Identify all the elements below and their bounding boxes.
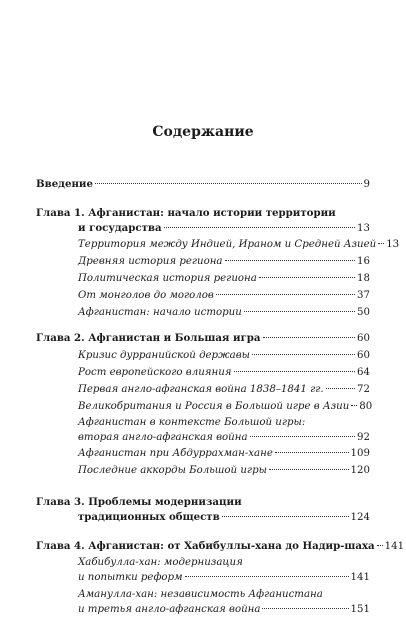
toc-entry-label-line2: вторая англо-афганская война	[78, 432, 248, 443]
toc-subentry[interactable]	[36, 364, 370, 381]
toc-page-number: 72	[357, 384, 370, 395]
toc-subentry[interactable]	[36, 398, 373, 415]
toc-chapter-1[interactable]	[36, 206, 370, 236]
toc-entry-label-line2: и попытки реформ	[78, 572, 183, 583]
toc-entry-label-line2: и третья англо-афганская война	[78, 604, 261, 615]
toc-entry-label: Территория между Индией, Ираном и Средней Азией	[78, 239, 377, 250]
toc-subentry[interactable]	[36, 287, 370, 304]
toc-entry-label: Политическая история региона	[78, 273, 257, 284]
toc-entry-label: Рост европейского влияния	[78, 367, 232, 378]
table-of-contents	[36, 176, 405, 617]
dot-leader	[222, 516, 349, 517]
toc-chapter-3[interactable]	[36, 495, 370, 525]
dot-leader	[263, 337, 355, 338]
toc-chapter-4[interactable]	[36, 538, 405, 555]
dot-leader	[250, 436, 355, 437]
toc-chapter-title-line1: Глава 1. Афганистан: начало истории территории	[36, 207, 336, 219]
toc-subentry[interactable]	[36, 555, 370, 585]
toc-entry-label-line1: Аманулла-хан: независимость Афганистана	[78, 589, 323, 600]
dot-leader	[185, 576, 349, 577]
dot-leader	[216, 294, 355, 295]
dot-leader	[95, 183, 362, 184]
toc-entry-label: Последние аккорды Большой игры	[78, 465, 267, 476]
toc-chapter-title-line2: традиционных обществ	[78, 511, 220, 523]
dot-leader	[225, 260, 356, 261]
dot-leader	[262, 608, 348, 609]
toc-entry-label: Великобритания и Россия в Большой игре в Азии	[78, 401, 350, 412]
toc-page-number: 109	[350, 448, 370, 459]
toc-entry-label: Древняя история региона	[78, 256, 223, 267]
toc-subentry[interactable]	[36, 253, 370, 270]
toc-page-number: 92	[357, 432, 370, 443]
toc-entry-label: От монголов до моголов	[78, 290, 214, 301]
toc-entry-label: Первая англо-афганская война 1838–1841 гг.	[78, 384, 324, 395]
toc-page-number: 120	[350, 465, 370, 476]
dot-leader	[252, 354, 355, 355]
toc-page-number: 9	[363, 179, 370, 190]
toc-page-number: 64	[357, 367, 370, 378]
toc-entry-label: Глава 2. Афганистан и Большая игра	[36, 332, 261, 344]
toc-subentry[interactable]	[36, 415, 370, 445]
toc-chapter-title-line1: Глава 3. Проблемы модернизации	[36, 496, 242, 508]
dot-leader	[269, 469, 349, 470]
toc-subentry[interactable]	[36, 236, 400, 253]
toc-subentry[interactable]	[36, 347, 370, 364]
toc-entry-label: Введение	[36, 178, 93, 190]
toc-page-number: 141	[384, 541, 405, 552]
toc-page-number: 37	[357, 290, 370, 301]
toc-page-number: 16	[357, 256, 370, 267]
dot-leader	[275, 452, 349, 453]
toc-page-number: 141	[350, 572, 370, 583]
toc-entry-label: Глава 4. Афганистан: от Хабибуллы-хана до Надир-шаха	[36, 540, 375, 552]
page-title: Содержание	[152, 124, 254, 140]
toc-page-number: 18	[357, 273, 370, 284]
toc-subentry[interactable]	[36, 381, 370, 398]
toc-entry-label-line1: Афганистан в контексте Большой игры:	[78, 417, 306, 428]
dot-leader	[164, 227, 355, 228]
dot-leader	[326, 388, 355, 389]
toc-page-number: 13	[386, 239, 400, 250]
toc-subentry[interactable]	[36, 270, 370, 287]
toc-page-number: 60	[357, 350, 370, 361]
toc-chapter-title-line2: и государства	[78, 222, 162, 234]
dot-leader	[234, 371, 355, 372]
toc-page-number: 50	[357, 307, 370, 318]
toc-subentry[interactable]	[36, 587, 370, 617]
toc-page-number: 80	[359, 401, 373, 412]
dot-leader	[244, 311, 355, 312]
toc-chapter-2[interactable]	[36, 330, 370, 347]
toc-page-number: 60	[357, 333, 370, 344]
toc-subentry[interactable]	[36, 462, 370, 479]
toc-entry-intro[interactable]	[36, 176, 370, 193]
toc-page-number: 13	[357, 223, 370, 234]
toc-subentry[interactable]	[36, 445, 370, 462]
toc-subentry[interactable]	[36, 304, 370, 321]
toc-entry-label: Афганистан: начало истории	[78, 307, 242, 318]
toc-entry-label: Афганистан при Абдуррахман-хане	[78, 448, 273, 459]
dot-leader	[259, 277, 355, 278]
dot-leader	[377, 545, 383, 546]
dot-leader	[351, 405, 357, 406]
toc-entry-label: Кризис дурранийской державы	[78, 350, 250, 361]
toc-page-number: 124	[350, 512, 370, 523]
toc-entry-label-line1: Хабибулла-хан: модернизация	[78, 557, 243, 568]
toc-page-number: 151	[350, 604, 370, 615]
dot-leader	[378, 243, 384, 244]
